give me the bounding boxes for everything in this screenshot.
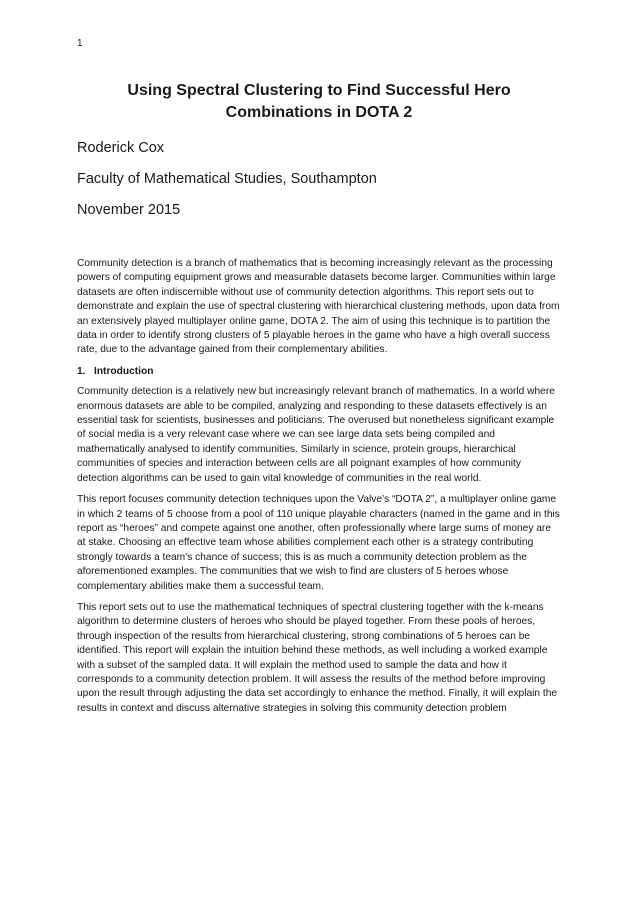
author-affiliation: Faculty of Mathematical Studies, Southampton	[77, 171, 377, 187]
section-heading-introduction	[77, 365, 561, 379]
intro-paragraph-3: This report sets out to use the mathematical techniques of spectral clustering together with the k-means algorithm to determine clusters of heroes who should be played together. From these pools of heroes, through inspection of the results from hierarchical clustering, strong combinations of 5 heroes can be identified. This report will explain the intuition behind these methods, as well including a worked example with a subset of the sampled data. It will explain the method used to sample the data and how it corresponds to a community detection problem. It will assess the results of the method before improving upon the result through adjusting the data set accordingly to enhance the method. Finally, it will explain the results in context and discuss alternative strategies in solving this community detection problem	[77, 601, 558, 714]
title-line-1: Using Spectral Clustering to Find Successful Hero	[127, 82, 511, 99]
section-number: 1.	[77, 365, 86, 377]
page-number: 1	[77, 38, 83, 49]
author-name: Roderick Cox	[77, 140, 165, 156]
intro-paragraph-2: This report focuses community detection techniques upon the Valve’s “DOTA 2”, a multiplayer online game in which 2 teams of 5 choose from a pool of 110 unique playable characters (named in the game and in this report as “heroes” and compete against one another, often professionally where large sums of money are at stake. Choosing an effective team whose abilities complement each other is a strategy contributing strongly towards a team’s chance of success; this is as much a community detection problem as the aforementioned examples. The communities that we wish to find are clusters of 5 heroes whose complementary abilities make them a successful team.	[77, 494, 560, 592]
section-title: Introduction	[94, 365, 154, 377]
abstract-paragraph: Community detection is a branch of mathematics that is becoming increasingly relevant as the processing powers of computing equipment grows and measurable datasets become larger. Communities within large datasets are often indiscernible without use of community detection algorithms. This report sets out to demonstrate and explain the use of spectral clustering with hierarchical clustering methods, upon data from an extensively played multiplayer online game, DOTA 2. The aim of using this technique is to partition the data in order to identify strong clusters of 5 playable heroes in the game who have a high overall success rate, due to the advantage gained from their complementary abilities.	[77, 258, 560, 356]
intro-paragraph-1: Community detection is a relatively new but increasingly relevant branch of mathematics. In a world where enormous datasets are able to be compiled, analyzing and responding to these datasets effectively is an essential task for scientists, businesses and politicians. The overused but nonetheless significant example of social media is a very relevant case where we can see large data sets being compiled and mathematically analysed to identify communities. Similarly in science, protein groups, hierarchical communities of species and interaction between cells are all poignant examples of how community detection algorithms can be used to gain vital knowledge of communities in the real world.	[77, 386, 555, 484]
paper-title	[77, 80, 561, 124]
title-line-2: Combinations in DOTA 2	[225, 104, 413, 121]
body-text	[77, 257, 561, 723]
publication-date: November 2015	[77, 202, 181, 218]
